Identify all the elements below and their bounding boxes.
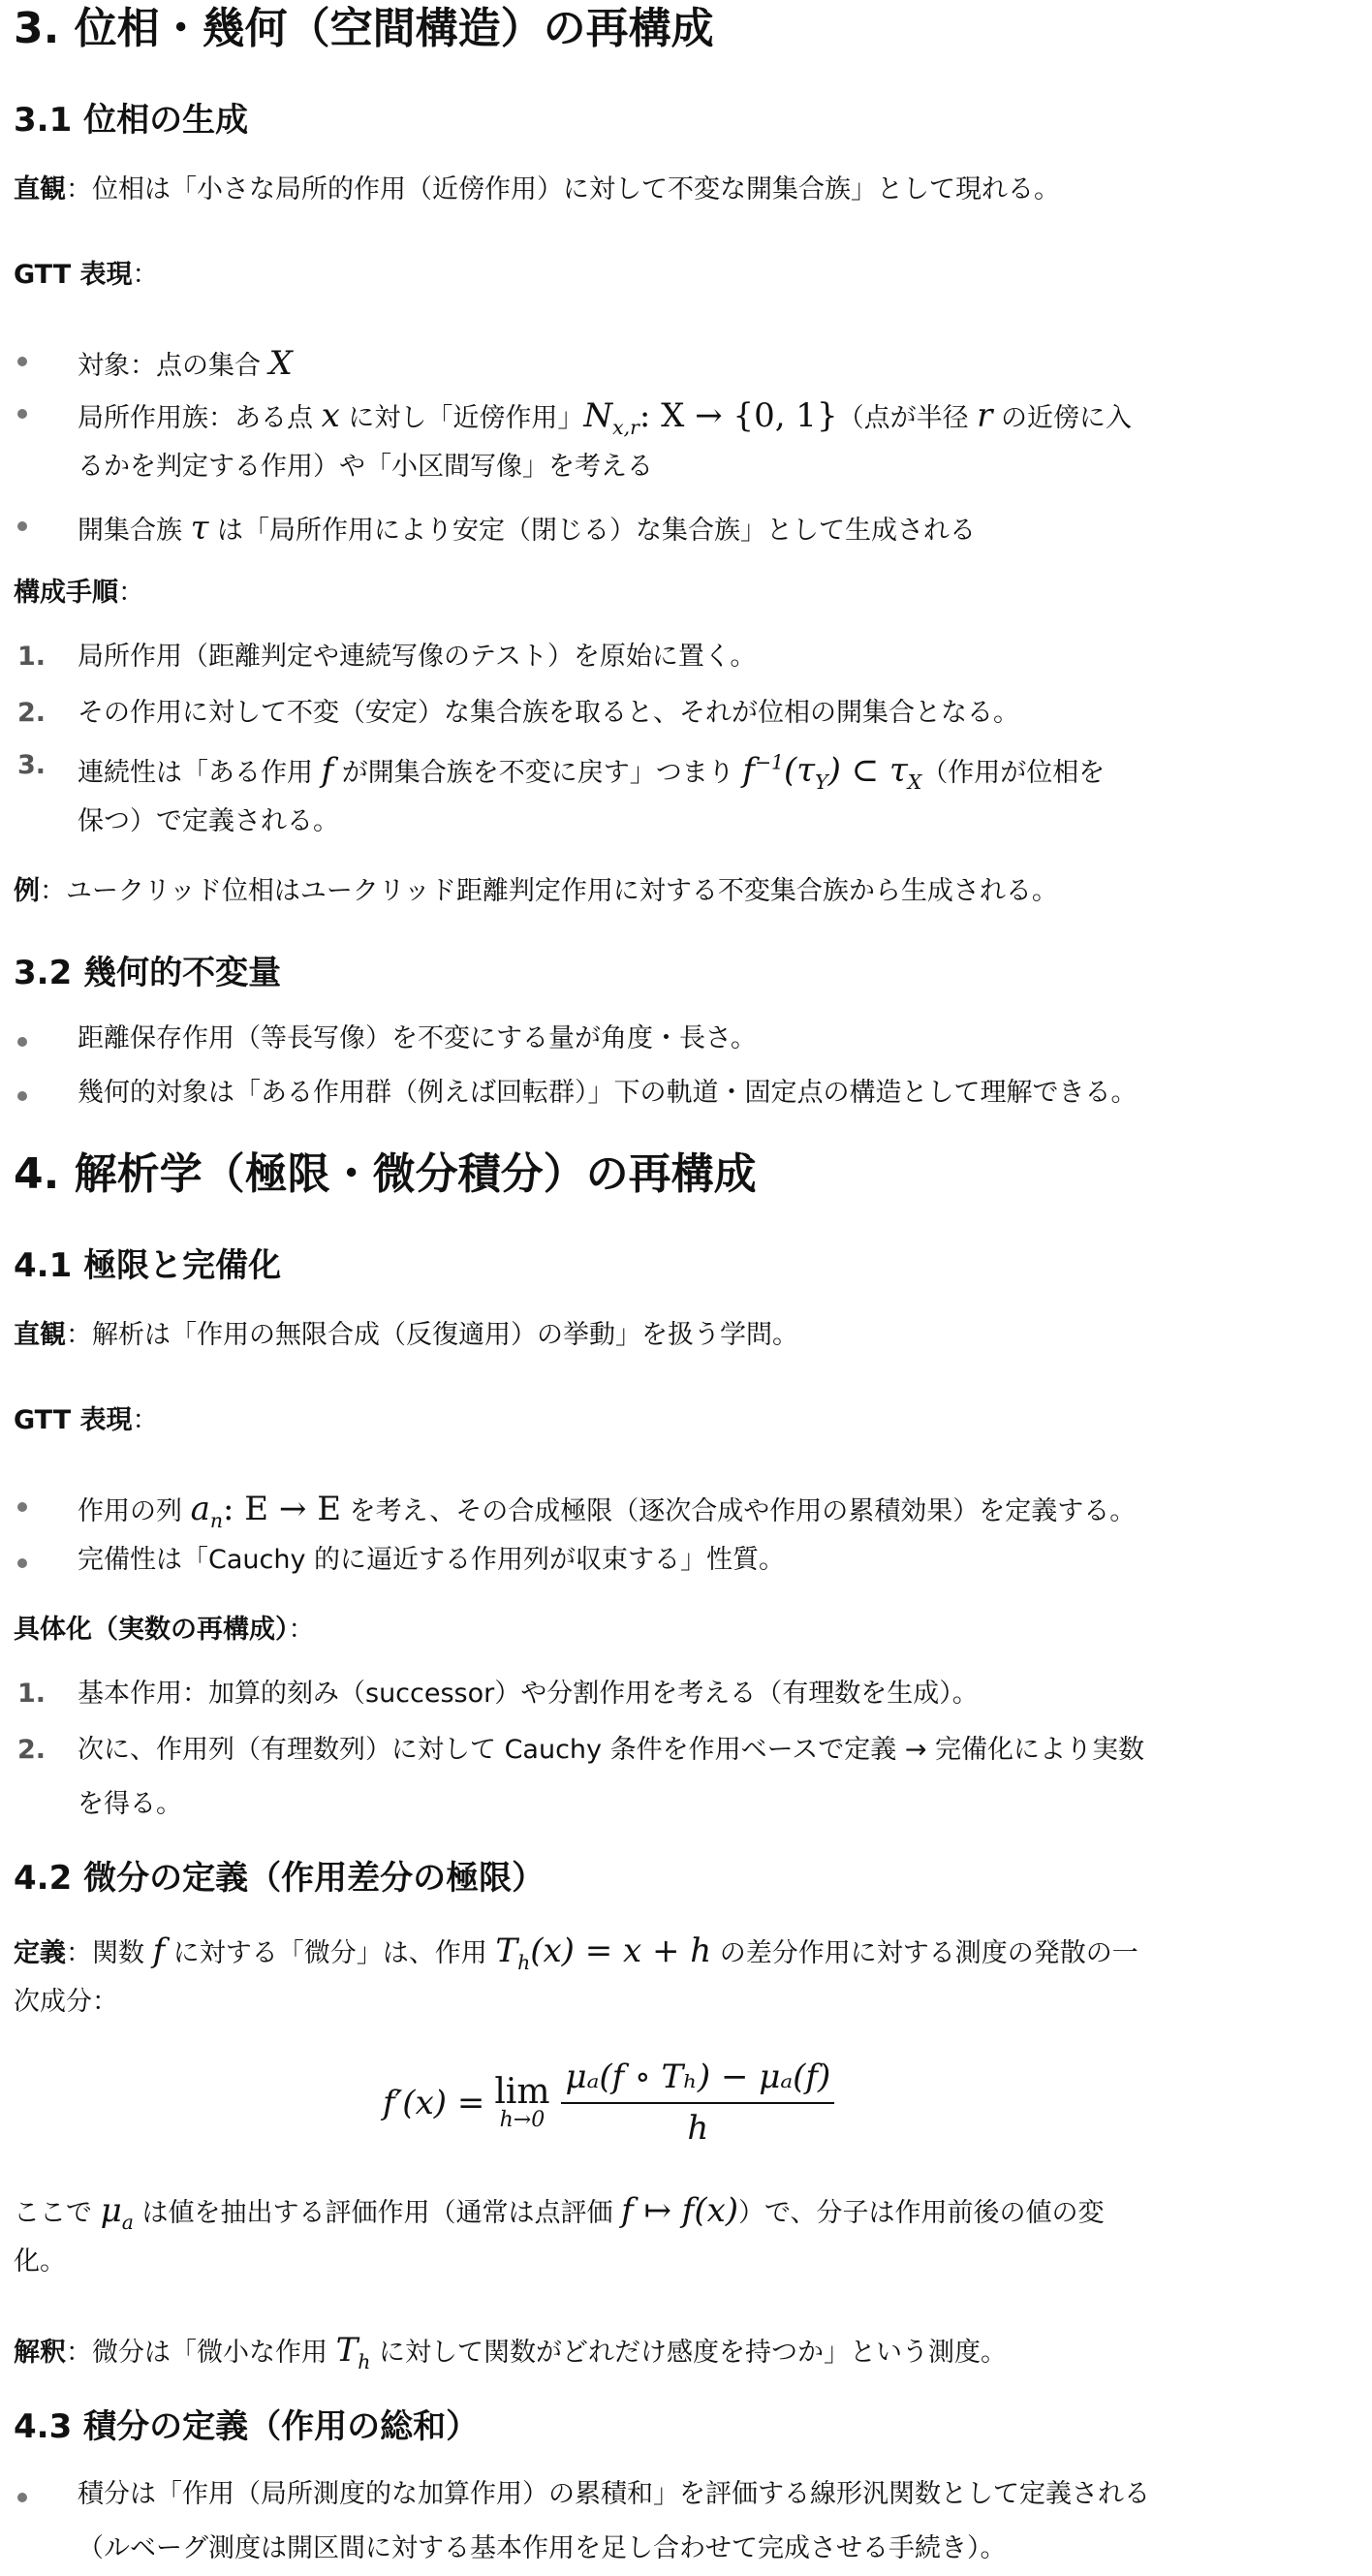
gtt-label-paragraph xyxy=(14,1401,159,1441)
list-item xyxy=(78,1485,1136,1535)
steps-colon: ： xyxy=(118,578,144,608)
numbered-item-text: 基本作用：加算的刻み（successor）や分割作用を考える（有理数を生成）。 xyxy=(78,1679,979,1709)
fraction-numerator: μₐ(f ∘ Tₕ) − μₐ(f) xyxy=(561,2053,834,2104)
numbered-item-text: （作用が位相を xyxy=(921,758,1106,788)
intuition-text: ：解析は「作用の無限合成（反復適用）の挙動」を扱う学問。 xyxy=(66,1320,798,1350)
math-x: x xyxy=(321,396,340,435)
list-item-text: は「局所作用により安定（閉じる）な集合族」として生成される xyxy=(217,516,976,546)
definition-text: ：関数 xyxy=(66,1938,144,1968)
example-label: 例 xyxy=(14,876,40,906)
list-item-text: 対象：点の集合 xyxy=(78,351,261,381)
bullet-icon xyxy=(17,2493,27,2502)
list-item xyxy=(78,1074,1138,1114)
definition-continuation: 次成分： xyxy=(14,1987,118,2017)
list-item-text: （点が半径 xyxy=(837,403,969,433)
list-item xyxy=(78,1020,757,1059)
list-item xyxy=(78,392,1132,442)
interpretation-label: 解釈 xyxy=(14,2338,66,2368)
list-item-text: 作用の列 xyxy=(78,1496,182,1526)
list-item-text: の近傍に入 xyxy=(1001,403,1133,433)
interpretation-text: に対して関数がどれだけ感度を持つか」という測度。 xyxy=(379,2338,1008,2368)
bullet-icon xyxy=(17,521,27,531)
list-item-text: 開集合族 xyxy=(78,516,182,546)
math-point-eval: f ↦ f(x) xyxy=(621,2191,739,2230)
list-item xyxy=(78,1541,785,1581)
section-3-2-heading: 3.2 幾何的不変量 xyxy=(14,954,282,992)
interpretation-text: ：微分は「微小な作用 xyxy=(66,2338,327,2368)
list-item-text: 幾何的対象は「ある作用群（例えば回転群）」下の軌道・固定点の構造として理解できる。 xyxy=(78,1078,1138,1108)
fraction-denominator: h xyxy=(687,2109,709,2148)
example-text: ：ユークリッド位相はユークリッド距離判定作用に対する不変集合族から生成される。 xyxy=(40,876,1058,906)
section-3-1-heading: 3.1 位相の生成 xyxy=(14,101,249,140)
numbered-item-text: 局所作用（距離判定や連続写像のテスト）を原始に置く。 xyxy=(78,642,757,672)
item-number: 2. xyxy=(17,698,47,728)
math-T-h: $T_h$ xyxy=(335,2331,371,2373)
math-mu-a: $\mu_a$ xyxy=(100,2191,134,2234)
math-map: : E → E xyxy=(223,1490,342,1528)
definition-text: の差分作用に対する測度の発散の一 xyxy=(719,1938,1138,1968)
list-item-text: 局所作用族：ある点 xyxy=(78,403,313,433)
definition-paragraph xyxy=(14,1927,1138,1977)
numbered-item-text: 連続性は「ある作用 xyxy=(78,758,313,788)
where-paragraph xyxy=(14,2186,1105,2237)
example-paragraph xyxy=(14,872,1058,912)
list-item xyxy=(78,339,293,389)
bullet-icon xyxy=(17,357,27,366)
intuition-label: 直観 xyxy=(14,1320,66,1350)
list-item-continuation: （ルベーグ測度は開区間に対する基本作用を足し合わせて完成させる手続き）。 xyxy=(78,2533,1007,2563)
bullet-icon xyxy=(17,1091,27,1101)
steps-label: 構成手順 xyxy=(14,578,118,608)
numbered-item xyxy=(17,638,757,677)
gtt-colon: ： xyxy=(132,260,159,290)
derivative-formula xyxy=(383,2053,834,2153)
item-number: 2. xyxy=(17,1735,47,1765)
numbered-item xyxy=(17,746,1106,797)
section-4-3-heading: 4.3 積分の定義（作用の総和） xyxy=(14,2407,480,2446)
section-3-heading: 3. 位相・幾何（空間構造）の再構成 xyxy=(14,4,714,53)
numbered-item-continuation: を得る。 xyxy=(78,1789,182,1819)
item-number: 3. xyxy=(17,750,47,780)
section-4-heading: 4. 解析学（極限・微分積分）の再構成 xyxy=(14,1149,757,1199)
interpretation-paragraph xyxy=(14,2326,1007,2376)
numbered-item-text: 次に、作用列（有理数列）に対して Cauchy 条件を作用ベースで定義 → 完備化により実数 xyxy=(78,1735,1145,1765)
math-continuity: $f^{-1}(\tau_Y)$ ⊂ $\tau_X$ xyxy=(742,750,922,794)
numbered-item-continuation: 保つ）で定義される。 xyxy=(78,806,339,836)
steps-label-paragraph xyxy=(14,574,144,613)
concrete-label-paragraph xyxy=(14,1611,315,1650)
math-f: f xyxy=(321,751,334,790)
intuition-text: ：位相は「小さな局所的作用（近傍作用）に対して不変な開集合族」として現れる。 xyxy=(66,174,1060,204)
list-item-continuation: るかを判定する作用）や「小区間写像」を考える xyxy=(78,452,653,482)
gtt-label: GTT 表現 xyxy=(14,1405,133,1435)
definition-label: 定義 xyxy=(14,1938,66,1968)
math-action-sequence: $a_n$ xyxy=(190,1490,224,1532)
definition-text: に対する「微分」は、作用 xyxy=(172,1938,487,1968)
section-4-1-heading: 4.1 極限と完備化 xyxy=(14,1246,282,1285)
where-text: ここで xyxy=(14,2198,92,2228)
section-4-2-heading: 4.2 微分の定義（作用差分の極限） xyxy=(14,1859,546,1898)
math-X: X xyxy=(268,344,293,383)
formula-limit xyxy=(494,2072,550,2132)
math-neighborhood-op: $N_{x,r}$ xyxy=(583,396,639,439)
numbered-item-text: その作用に対して不変（安定）な集合族を取ると、それが位相の開集合となる。 xyxy=(78,698,1019,728)
list-item xyxy=(78,504,976,553)
gtt-label-paragraph xyxy=(14,256,159,296)
list-item-text: 完備性は「Cauchy 的に逼近する作用列が収束する」性質。 xyxy=(78,1545,786,1575)
bullet-icon xyxy=(17,1502,27,1512)
math-r: r xyxy=(977,396,993,435)
math-f: f xyxy=(152,1932,166,1970)
numbered-item xyxy=(17,694,1019,734)
list-item xyxy=(78,2475,1150,2515)
where-text: ）で、分子は作用前後の値の変 xyxy=(738,2198,1105,2228)
numbered-item xyxy=(17,1675,979,1714)
limit-subscript: h→0 xyxy=(499,2108,546,2132)
bullet-icon xyxy=(17,1558,27,1568)
math-shift-action: $T_h(x) = x + h$ xyxy=(495,1932,712,1974)
intuition-paragraph xyxy=(14,171,1060,210)
list-item-text: に対し「近傍作用」 xyxy=(348,403,584,433)
list-item-text: 積分は「作用（局所測度的な加算作用）の累積和」を評価する線形汎関数として定義される xyxy=(78,2479,1150,2509)
formula-fraction xyxy=(561,2053,834,2153)
list-item-text: 距離保存作用（等長写像）を不変にする量が角度・長さ。 xyxy=(78,1023,757,1053)
bullet-icon xyxy=(17,409,27,419)
intuition-label: 直観 xyxy=(14,174,66,204)
bullet-icon xyxy=(17,1037,27,1047)
gtt-label: GTT 表現 xyxy=(14,260,133,290)
concrete-colon: ： xyxy=(288,1615,315,1645)
concrete-label: 具体化（実数の再構成） xyxy=(14,1615,289,1645)
numbered-item-text: が開集合族を不変に戻す」つまり xyxy=(341,758,734,788)
math-tau: τ xyxy=(190,509,209,548)
math-map: : X → {0, 1} xyxy=(639,396,838,435)
limit-text: lim xyxy=(494,2072,550,2112)
item-number: 1. xyxy=(17,642,47,672)
formula-lhs: f′(x) = xyxy=(383,2083,485,2122)
intuition-paragraph xyxy=(14,1316,798,1356)
where-text: は値を抽出する評価作用（通常は点評価 xyxy=(141,2198,613,2228)
numbered-item xyxy=(17,1731,1145,1771)
item-number: 1. xyxy=(17,1679,47,1709)
list-item-text: を考え、その合成極限（逐次合成や作用の累積効果）を定義する。 xyxy=(349,1496,1137,1526)
gtt-colon: ： xyxy=(132,1405,159,1435)
where-continuation: 化。 xyxy=(14,2246,66,2277)
